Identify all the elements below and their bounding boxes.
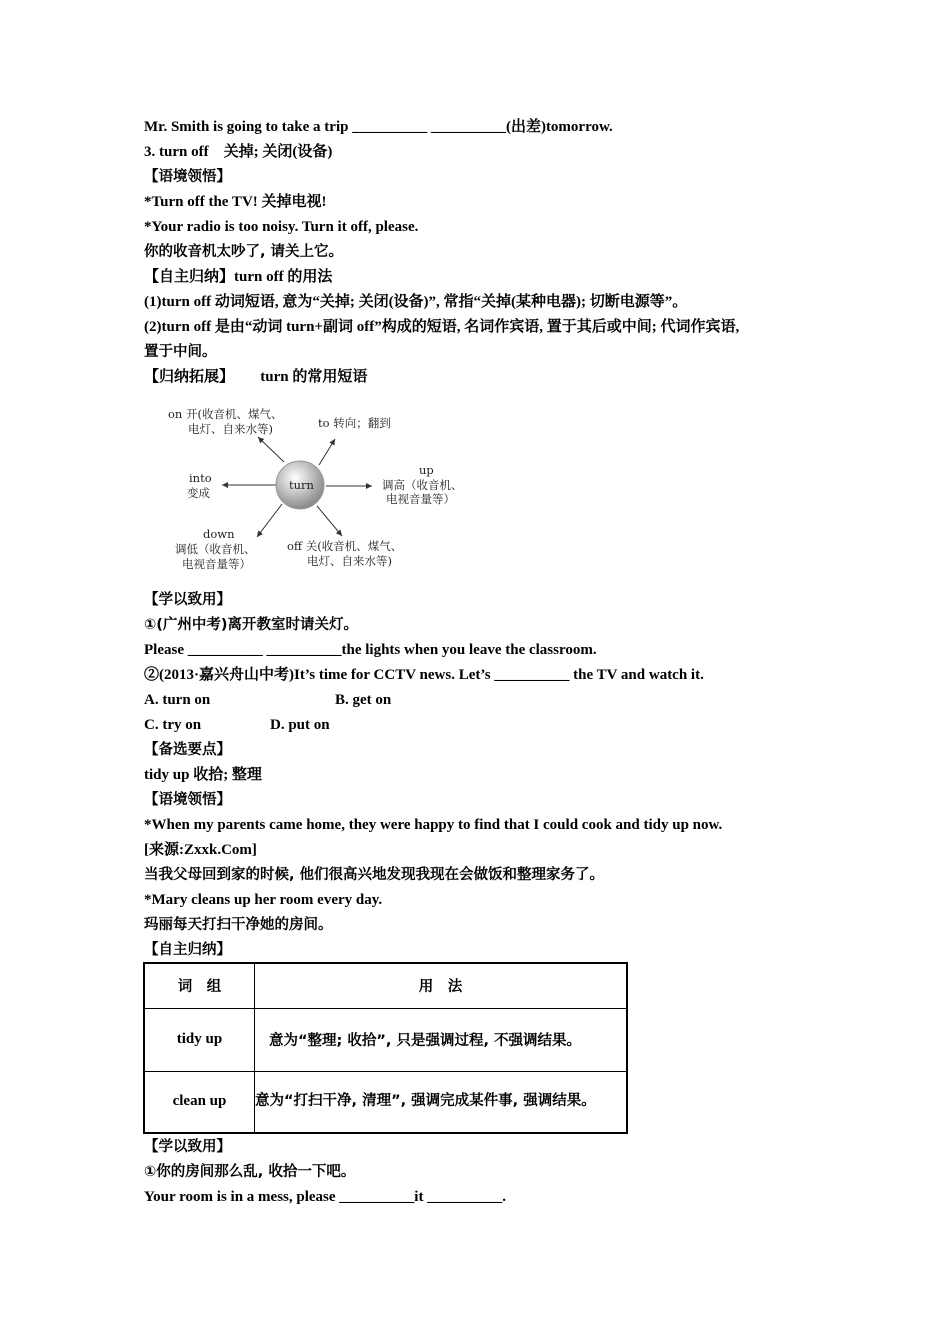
heading-tidy-up: tidy up 收拾; 整理 — [144, 767, 262, 783]
header-phrase: 词 组 — [144, 963, 255, 1008]
label-up: 电视音量等） — [386, 492, 455, 506]
label-off: off 关(收音机、煤气、 — [287, 539, 403, 553]
section-label: 【学以致用】 — [144, 1139, 231, 1155]
exercise-blank: Your room is in a mess, please __________it __________. — [144, 1189, 506, 1205]
exercise-prompt: ①(广州中考)离开教室时请关灯。 — [144, 617, 359, 633]
label-to: to 转向；翻到 — [318, 416, 391, 430]
exercise-prompt: ①你的房间那么乱, 收拾一下吧。 — [144, 1164, 356, 1180]
cell-phrase: tidy up — [144, 1008, 255, 1071]
translation: 你的收音机太吵了, 请关上它。 — [144, 244, 344, 260]
section-label: 【归纳拓展】 turn 的常用短语 — [144, 369, 368, 385]
example-sentence: *Your radio is too noisy. Turn it off, please. — [144, 219, 419, 235]
table-row — [144, 1071, 627, 1133]
label-down: down — [203, 527, 235, 541]
example-sentence: *Mary cleans up her room every day. — [144, 892, 383, 908]
exercise-question: ②(2013·嘉兴舟山中考)It’s time for CCTV news. Let’s __________ the TV and watch it. — [144, 667, 704, 683]
section-practice — [144, 1135, 824, 1210]
label-on: on 开(收音机、煤气、 — [168, 407, 283, 421]
comparison-table — [143, 962, 628, 1134]
section-turn-off — [144, 115, 824, 390]
section-label: 【语境领悟】 — [144, 792, 231, 808]
option-a: A. turn on — [144, 692, 211, 708]
cell-usage: 意为“打扫干净, 清理”, 强调完成某件事, 强调结果。 — [255, 1071, 628, 1133]
center-label: turn — [289, 478, 314, 492]
option-b: B. get on — [335, 692, 392, 708]
usage-note: (2)turn off 是由“动词 turn+副词 off”构成的短语, 名词作宾语, 置于其后或中间; 代词作宾语, — [144, 319, 740, 335]
example-sentence: *When my parents came home, they were happy to find that I could cook and tidy up now. — [144, 817, 723, 833]
options-row — [144, 713, 824, 738]
source-note: [来源:Zxxk.Com] — [144, 842, 257, 858]
label-on: 电灯、自来水等) — [188, 422, 273, 436]
label-down: 调低（收音机、 — [175, 542, 256, 556]
label-off: 电灯、自来水等) — [307, 554, 392, 568]
cell-phrase: clean up — [144, 1071, 255, 1133]
example-sentence: *Turn off the TV! 关掉电视! — [144, 194, 327, 210]
turn-phrases-diagram — [160, 400, 480, 580]
section-label: 【备选要点】 — [144, 742, 231, 758]
label-into: into — [189, 471, 212, 485]
table-row — [144, 1008, 627, 1071]
exercise-blank: Please __________ __________the lights when you leave the classroom. — [144, 642, 597, 658]
header-usage: 用 法 — [255, 963, 628, 1008]
options-row — [144, 688, 824, 713]
translation: 玛丽每天打扫干净她的房间。 — [144, 917, 333, 933]
text-line: Mr. Smith is going to take a trip __________ __________(出差)tomorrow. — [144, 119, 613, 135]
section-label: 【学以致用】 — [144, 592, 231, 608]
section-tidy-up — [144, 588, 824, 963]
section-label: 【自主归纳】turn off 的用法 — [144, 269, 333, 285]
label-up: 调高（收音机、 — [382, 478, 463, 492]
usage-note: (1)turn off 动词短语, 意为“关掉; 关闭(设备)”, 常指“关掉(某种电器); 切断电源等”。 — [144, 294, 688, 310]
cell-usage: 意为“整理; 收拾”, 只是强调过程, 不强调结果。 — [255, 1008, 628, 1071]
label-into: 变成 — [187, 486, 210, 500]
heading-turn-off: 3. turn off 关掉; 关闭(设备) — [144, 144, 333, 160]
translation: 当我父母回到家的时候, 他们很高兴地发现我现在会做饭和整理家务了。 — [144, 867, 605, 883]
section-label: 【自主归纳】 — [144, 942, 231, 958]
label-down: 电视音量等） — [182, 557, 251, 571]
option-d: D. put on — [270, 717, 330, 733]
section-label: 【语境领悟】 — [144, 169, 231, 185]
label-up: up — [419, 463, 434, 477]
option-c: C. try on — [144, 717, 202, 733]
table-header-row — [144, 963, 627, 1008]
usage-note: 置于中间。 — [144, 344, 217, 360]
